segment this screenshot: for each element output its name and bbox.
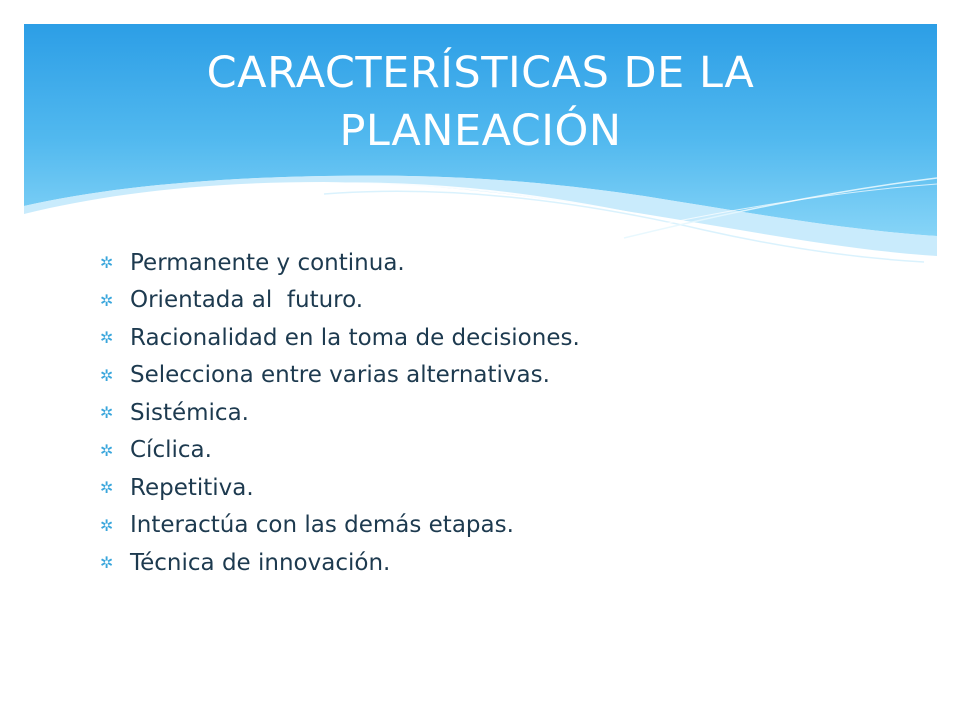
list-item bbox=[100, 394, 580, 432]
asterisk-bullet-icon: ✲ bbox=[100, 290, 114, 310]
list-item-text: Permanente y continua. bbox=[130, 249, 405, 276]
list-item-text: Sistémica. bbox=[130, 399, 249, 426]
asterisk-bullet-icon: ✲ bbox=[100, 328, 114, 348]
bullet-list bbox=[100, 244, 580, 582]
slide-title bbox=[24, 44, 937, 160]
asterisk-bullet-icon: ✲ bbox=[100, 403, 114, 423]
asterisk-bullet-icon: ✲ bbox=[100, 440, 114, 460]
asterisk-bullet-icon: ✲ bbox=[100, 515, 114, 535]
list-item-text: Racionalidad en la toma de decisiones. bbox=[130, 324, 580, 351]
list-item bbox=[100, 432, 580, 470]
list-item-text: Cíclica. bbox=[130, 437, 212, 464]
list-item bbox=[100, 319, 580, 357]
asterisk-bullet-icon: ✲ bbox=[100, 478, 114, 498]
list-item bbox=[100, 469, 580, 507]
list-item-text: Repetitiva. bbox=[130, 474, 254, 501]
asterisk-bullet-icon: ✲ bbox=[100, 553, 114, 573]
list-item-text: Selecciona entre varias alternativas. bbox=[130, 362, 550, 389]
list-item bbox=[100, 244, 580, 282]
asterisk-bullet-icon: ✲ bbox=[100, 365, 114, 385]
list-item bbox=[100, 507, 580, 545]
title-banner bbox=[24, 24, 937, 264]
asterisk-bullet-icon: ✲ bbox=[100, 253, 114, 273]
title-line-2: PLANEACIÓN bbox=[339, 106, 622, 156]
list-item-text: Orientada al futuro. bbox=[130, 287, 364, 314]
title-line-1: CARACTERÍSTICAS DE LA bbox=[206, 48, 755, 98]
list-item bbox=[100, 357, 580, 395]
list-item-text: Técnica de innovación. bbox=[130, 549, 391, 576]
list-item-text: Interactúa con las demás etapas. bbox=[130, 512, 514, 539]
list-item bbox=[100, 544, 580, 582]
list-item bbox=[100, 282, 580, 320]
